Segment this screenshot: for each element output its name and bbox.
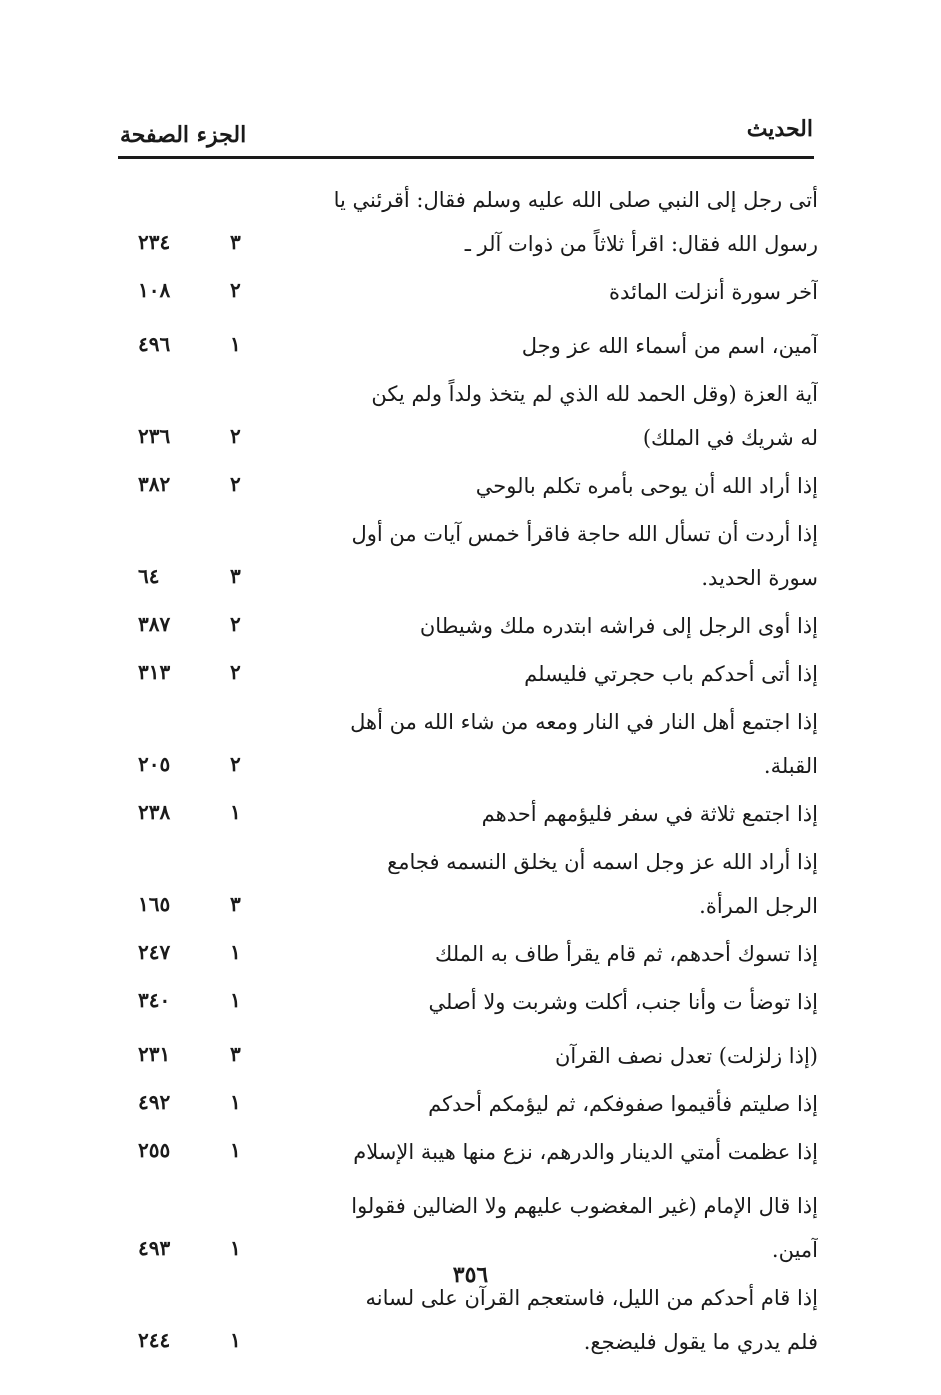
page-ref: ٦٤ bbox=[138, 564, 160, 588]
page-ref: ٢٣٤ bbox=[138, 230, 171, 254]
hadith-text-line: فلم يدري ما يقول فليضجع. bbox=[583, 1330, 818, 1354]
hadith-text bbox=[298, 178, 818, 266]
reference-numbers bbox=[118, 416, 258, 456]
page-number: ٣٥٦ bbox=[452, 1262, 489, 1288]
list-item bbox=[118, 324, 818, 368]
reference-numbers bbox=[118, 652, 258, 692]
part-ref: ٢ bbox=[230, 612, 241, 636]
page-ref: ٤٩٣ bbox=[138, 1236, 171, 1260]
hadith-text bbox=[298, 270, 818, 314]
part-ref: ١ bbox=[230, 800, 241, 824]
part-ref: ٢ bbox=[230, 278, 241, 302]
page-ref: ٣١٣ bbox=[138, 660, 171, 684]
part-ref: ١ bbox=[230, 1328, 241, 1352]
page-ref: ٢٣١ bbox=[138, 1042, 171, 1066]
part-ref: ١ bbox=[230, 988, 241, 1012]
hadith-text-line: إذا توضأ ت وأنا جنب، أكلت وشربت ولا أصلي bbox=[428, 990, 818, 1014]
reference-numbers bbox=[118, 884, 258, 924]
reference-numbers bbox=[118, 980, 258, 1020]
list-item bbox=[118, 372, 818, 460]
hadith-text bbox=[298, 324, 818, 368]
hadith-text-line: إذا أردت أن تسأل الله حاجة فاقرأ خمس آيات من أول bbox=[351, 522, 818, 546]
part-ref: ٢ bbox=[230, 472, 241, 496]
part-ref: ٣ bbox=[230, 1042, 241, 1066]
hadith-text bbox=[298, 1034, 818, 1078]
part-ref: ٢ bbox=[230, 660, 241, 684]
column-header-part-page: الجزء الصفحة bbox=[120, 122, 247, 148]
hadith-text bbox=[298, 980, 818, 1024]
hadith-text-line: آمين، اسم من أسماء الله عز وجل bbox=[521, 334, 818, 358]
hadith-text-line: إذا اجتمع أهل النار في النار ومعه من شاء الله من أهل bbox=[350, 710, 818, 734]
hadith-index-list bbox=[118, 178, 818, 1368]
hadith-text-line: إذا تسوك أحدهم، ثم قام يقرأ طاف به الملك bbox=[435, 942, 818, 966]
hadith-text bbox=[298, 372, 818, 460]
list-item bbox=[118, 792, 818, 836]
list-item bbox=[118, 1082, 818, 1126]
hadith-text bbox=[298, 932, 818, 976]
hadith-text-line: القبلة. bbox=[763, 754, 818, 778]
hadith-text bbox=[298, 700, 818, 788]
list-item bbox=[118, 1034, 818, 1078]
hadith-text bbox=[298, 652, 818, 696]
page-ref: ٤٩٢ bbox=[138, 1090, 171, 1114]
hadith-text-line: إذا أتى أحدكم باب حجرتي فليسلم bbox=[524, 662, 818, 686]
list-item bbox=[118, 980, 818, 1024]
page-ref: ١٦٥ bbox=[138, 892, 171, 916]
reference-numbers bbox=[118, 1130, 258, 1170]
page-ref: ١٠٨ bbox=[138, 278, 171, 302]
reference-numbers bbox=[118, 932, 258, 972]
hadith-text-line: سورة الحديد. bbox=[701, 566, 818, 590]
header-divider bbox=[118, 156, 814, 159]
part-ref: ١ bbox=[230, 1138, 241, 1162]
hadith-text-line: آخر سورة أنزلت المائدة bbox=[609, 280, 818, 304]
list-item bbox=[118, 464, 818, 508]
list-item bbox=[118, 604, 818, 648]
page-ref: ٢٤٤ bbox=[138, 1328, 171, 1352]
part-ref: ١ bbox=[230, 332, 241, 356]
page-ref: ٢٥٥ bbox=[138, 1138, 171, 1162]
hadith-text bbox=[298, 1276, 818, 1364]
reference-numbers bbox=[118, 744, 258, 784]
list-item bbox=[118, 1184, 818, 1272]
hadith-text-line: (إذا زلزلت) تعدل نصف القرآن bbox=[554, 1044, 818, 1068]
hadith-text bbox=[298, 604, 818, 648]
list-item bbox=[118, 652, 818, 696]
hadith-text-line: آية العزة (وقل الحمد لله الذي لم يتخذ ولداً ولم يكن bbox=[371, 382, 818, 406]
reference-numbers bbox=[118, 270, 258, 310]
hadith-text bbox=[298, 512, 818, 600]
part-ref: ٣ bbox=[230, 230, 241, 254]
page-ref: ٢٣٨ bbox=[138, 800, 171, 824]
reference-numbers bbox=[118, 324, 258, 364]
hadith-text-line: رسول الله فقال: اقرأ ثلاثاً من ذوات آلر ـ bbox=[464, 232, 818, 256]
list-item bbox=[118, 178, 818, 266]
hadith-text-line: الرجل المرأة. bbox=[699, 894, 818, 918]
page-ref: ٢٠٥ bbox=[138, 752, 171, 776]
page-ref: ٣٨٢ bbox=[138, 472, 171, 496]
reference-numbers bbox=[118, 604, 258, 644]
page-ref: ٢٣٦ bbox=[138, 424, 171, 448]
part-ref: ٣ bbox=[230, 892, 241, 916]
hadith-text-line: إذا قام أحدكم من الليل، فاستعجم القرآن على لسانه bbox=[365, 1286, 818, 1310]
list-item bbox=[118, 932, 818, 976]
hadith-text-line: أتى رجل إلى النبي صلى الله عليه وسلم فقال: أقرئني يا bbox=[333, 188, 818, 212]
reference-numbers bbox=[118, 792, 258, 832]
list-item bbox=[118, 512, 818, 600]
part-ref: ١ bbox=[230, 1236, 241, 1260]
reference-numbers bbox=[118, 1034, 258, 1074]
hadith-text-line: إذا أراد الله عز وجل اسمه أن يخلق النسمه فجامع bbox=[387, 850, 818, 874]
page-ref: ٣٤٠ bbox=[138, 988, 171, 1012]
page-ref: ٤٩٦ bbox=[138, 332, 171, 356]
hadith-text bbox=[298, 1130, 818, 1174]
list-item bbox=[118, 270, 818, 314]
hadith-text-line: إذا عظمت أمتي الدينار والدرهم، نزع منها هيبة الإسلام bbox=[353, 1140, 818, 1164]
reference-numbers bbox=[118, 1082, 258, 1122]
list-item bbox=[118, 700, 818, 788]
hadith-text bbox=[298, 792, 818, 836]
reference-numbers bbox=[118, 464, 258, 504]
part-ref: ١ bbox=[230, 1090, 241, 1114]
part-ref: ١ bbox=[230, 940, 241, 964]
hadith-text-line: إذا صليتم فأقيموا صفوفكم، ثم ليؤمكم أحدكم bbox=[428, 1092, 818, 1116]
reference-numbers bbox=[118, 1320, 258, 1360]
part-ref: ٢ bbox=[230, 752, 241, 776]
hadith-text-line: إذا أوى الرجل إلى فراشه ابتدره ملك وشيطان bbox=[419, 614, 818, 638]
column-header-hadith: الحديث bbox=[746, 116, 813, 142]
part-ref: ٣ bbox=[230, 564, 241, 588]
part-ref: ٢ bbox=[230, 424, 241, 448]
hadith-text-line: آمين. bbox=[771, 1238, 818, 1262]
hadith-text-line: إذا قال الإمام (غير المغضوب عليهم ولا الضالين فقولوا bbox=[351, 1194, 818, 1218]
hadith-text bbox=[298, 840, 818, 928]
page-ref: ٣٨٧ bbox=[138, 612, 171, 636]
reference-numbers bbox=[118, 222, 258, 262]
page-ref: ٢٤٧ bbox=[138, 940, 171, 964]
hadith-text-line: له شريك في الملك) bbox=[642, 426, 818, 450]
hadith-text bbox=[298, 464, 818, 508]
list-item bbox=[118, 840, 818, 928]
hadith-text bbox=[298, 1184, 818, 1272]
hadith-text bbox=[298, 1082, 818, 1126]
hadith-text-line: إذا اجتمع ثلاثة في سفر فليؤمهم أحدهم bbox=[481, 802, 818, 826]
reference-numbers bbox=[118, 556, 258, 596]
hadith-text-line: إذا أراد الله أن يوحى بأمره تكلم بالوحي bbox=[475, 474, 818, 498]
list-item bbox=[118, 1276, 818, 1364]
list-item bbox=[118, 1130, 818, 1174]
